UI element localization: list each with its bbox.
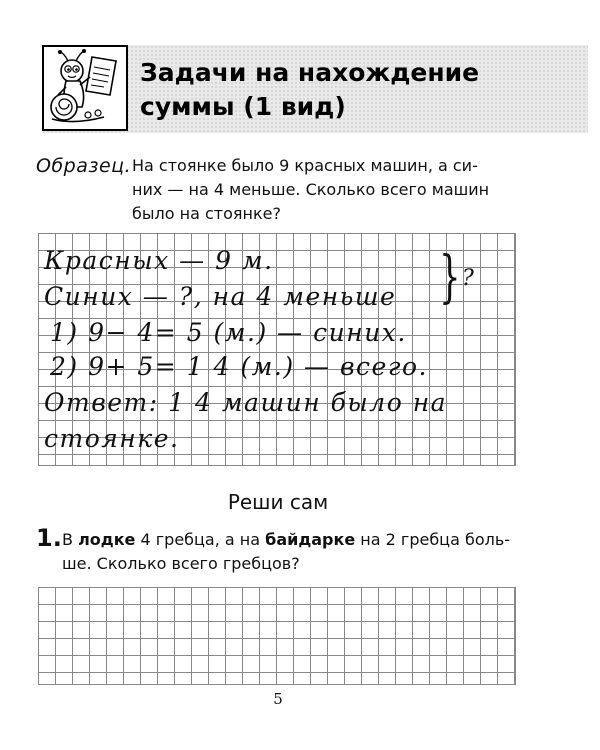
sample-text	[132, 154, 532, 226]
task-text-part-2: 4 гребца, а на	[135, 530, 266, 549]
handwritten-line-3: 1) 9− 4= 5 (м.) — синих.	[50, 318, 407, 347]
title-line-2: суммы (1 вид)	[140, 92, 346, 121]
brace-question: ?	[462, 266, 474, 291]
snail-with-paper-icon	[44, 47, 126, 129]
task-bold-kayak: байдарке	[265, 530, 356, 549]
handwritten-line-2: Синих — ?, на 4 меньше	[44, 282, 397, 311]
section-title: Реши сам	[227, 490, 329, 514]
task-text	[62, 528, 542, 576]
curly-brace-icon: }	[439, 245, 461, 310]
task-bold-boat: лодке	[78, 530, 136, 549]
handwritten-line-1: Красных — 9 м.	[44, 246, 274, 275]
handwritten-line-6: стоянке.	[44, 424, 180, 453]
handwritten-line-4: 2) 9+ 5= 1 4 (м.) — всего.	[50, 352, 428, 381]
title-line-1: Задачи на нахождение	[140, 58, 480, 87]
task-text-line-1	[62, 528, 542, 552]
page-number: 5	[273, 690, 283, 708]
sample-text-line-1: На стоянке было 9 красных машин, а си-	[132, 156, 478, 175]
page-title	[140, 56, 560, 124]
task-text-part-1: В	[62, 530, 79, 549]
task-number: 1.	[36, 524, 62, 552]
sample-label: Образец.	[36, 155, 132, 177]
task-text-part-3: на 2 гребца боль-	[355, 530, 511, 549]
task-text-line-2: ше. Сколько всего гребцов?	[62, 554, 300, 573]
sample-text-line-3: было на стоянке?	[132, 204, 281, 223]
logo-box	[42, 45, 128, 131]
sample-text-line-2: них — на 4 меньше. Сколько всего машин	[132, 180, 490, 199]
handwritten-line-5: Ответ: 1 4 машин было на	[44, 388, 448, 417]
answer-grid[interactable]	[38, 587, 516, 685]
